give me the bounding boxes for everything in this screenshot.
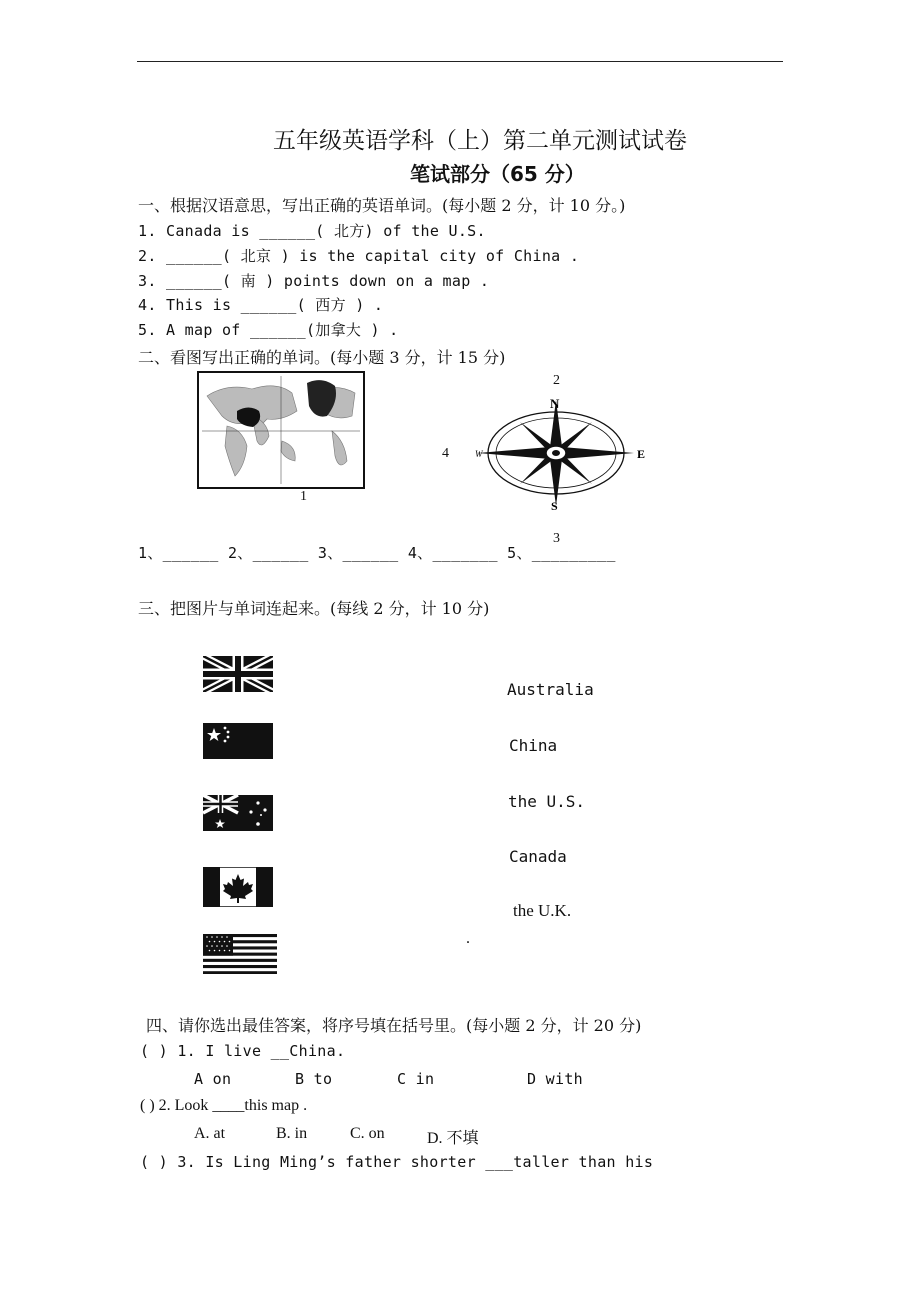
section3-heading: 三、把图片与单词连起来。(每线 2 分，计 10 分): [138, 599, 490, 618]
s1-item-4: 4. This is ______( 西方 ) .: [138, 296, 384, 314]
compass-rose-image: [470, 392, 660, 514]
q1-option-a: A on: [194, 1070, 232, 1088]
q1-option-b: B to: [295, 1070, 333, 1088]
q1-option-d: D with: [527, 1070, 583, 1088]
compass-s: S: [551, 499, 558, 513]
canada-flag: [203, 867, 273, 907]
compass-e: E: [637, 447, 646, 461]
page-title: 五年级英语学科（上）第二单元测试试卷: [273, 128, 687, 154]
q1-stem: ( ) 1. I live __China.: [140, 1042, 346, 1060]
s1-item-3: 3. ______( 南 ) points down on a map .: [138, 272, 490, 290]
word-australia: Australia: [507, 680, 594, 699]
q2-option-b: B. in: [276, 1125, 308, 1142]
section4-heading: 四、请你选出最佳答案，将序号填在括号里。(每小题 2 分，计 20 分): [146, 1016, 642, 1035]
china-flag: [203, 723, 273, 759]
section1-heading: 一、根据汉语意思，写出正确的英语单词。(每小题 2 分，计 10 分。): [138, 196, 626, 215]
section2-heading: 二、看图写出正确的单词。(每小题 3 分，计 15 分): [138, 348, 506, 367]
q2-option-c: C. on: [350, 1125, 385, 1142]
usa-flag: [203, 934, 277, 974]
compass-label-4: 4: [442, 446, 449, 461]
page-subtitle: 笔试部分（65 分）: [410, 162, 585, 186]
compass-label-3: 3: [553, 531, 560, 546]
compass-label-2: 2: [553, 373, 560, 388]
section2-answer-line: 1、______ 2、______ 3、______ 4、_______ 5、_________: [138, 544, 616, 562]
word-the-us: the U.S.: [508, 792, 586, 811]
top-rule: [137, 61, 783, 62]
map-label-1: 1: [300, 489, 307, 504]
word-china: China: [509, 736, 558, 755]
australia-flag: [203, 795, 273, 831]
world-map-image: [197, 371, 365, 489]
s1-item-5: 5. A map of ______(加拿大 ) .: [138, 321, 399, 339]
word-canada: Canada: [509, 847, 567, 866]
q3-stem: ( ) 3. Is Ling Ming’s father shorter ___taller than his: [140, 1153, 654, 1171]
s1-item-1: 1. Canada is ______( 北方) of the U.S.: [138, 222, 486, 240]
compass-w: W: [475, 449, 483, 459]
q2-stem: ( ) 2. Look ____this map .: [140, 1097, 308, 1114]
stray-dot: .: [466, 930, 470, 947]
compass-n: N: [550, 396, 560, 411]
uk-flag: [203, 656, 273, 692]
word-the-uk: the U.K.: [513, 901, 572, 920]
q1-option-c: C in: [397, 1070, 435, 1088]
s1-item-2: 2. ______( 北京 ) is the capital city of China .: [138, 247, 580, 265]
q2-option-d: D. 不填: [427, 1130, 479, 1147]
q2-option-a: A. at: [194, 1125, 226, 1142]
